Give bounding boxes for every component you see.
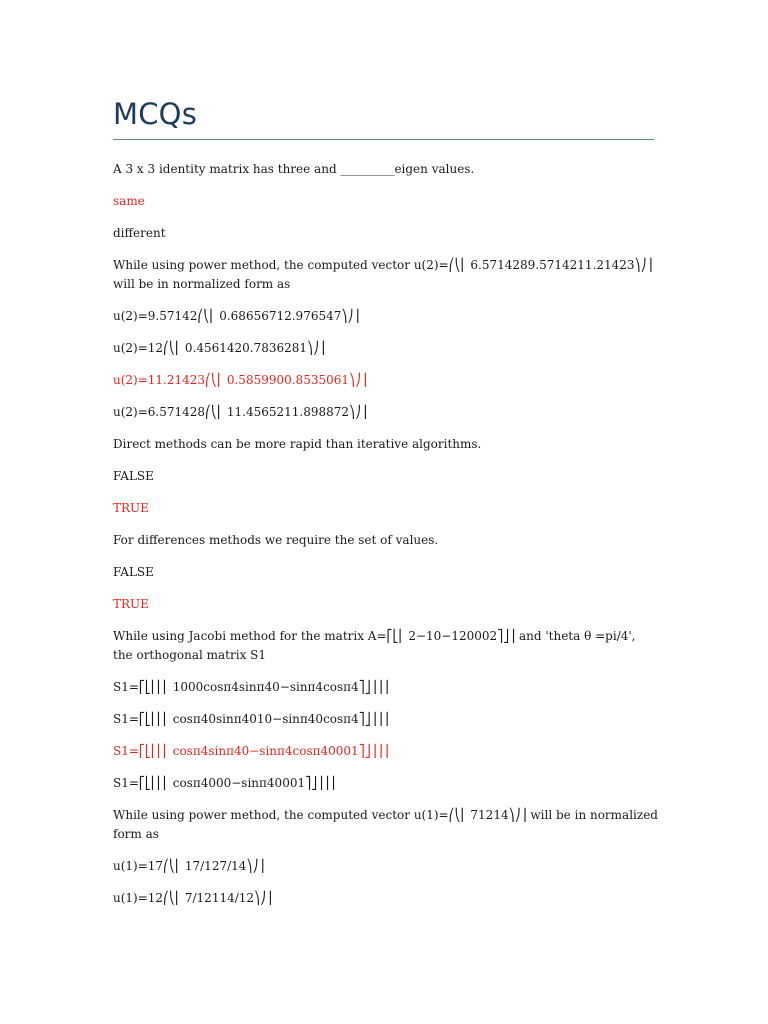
answer-option: S1=⎡⎣⎢⎢⎢ cosπ4000−sinπ40001⎤⎦⎥⎥⎥ [113, 776, 336, 790]
title-underline [113, 139, 654, 140]
question-4: For differences methods we require the set of values. [113, 533, 439, 547]
question-6: While using power method, the computed vector u(1)=⎛⎝⎜ 71214⎞⎠⎟ will be in normalized form as [113, 808, 658, 841]
answer-option: u(1)=17⎛⎝⎜ 17/127/14⎞⎠⎟ [113, 859, 265, 873]
answer-correct: TRUE [113, 597, 149, 611]
question-5: While using Jacobi method for the matrix A=⎡⎣⎢ 2−10−120002⎤⎦⎥ and 'theta θ =pi/4', the orthogonal matrix S1 [113, 629, 636, 662]
answer-correct: u(2)=11.21423⎛⎝⎜ 0.5859900.8535061⎞⎠⎟ [113, 373, 368, 387]
answer-option: FALSE [113, 565, 154, 579]
question-1: A 3 x 3 identity matrix has three and _________eigen values. [113, 162, 475, 176]
page-title: MCQs [113, 97, 198, 131]
mcq-list [113, 160, 658, 921]
answer-option: u(2)=6.571428⎛⎝⎜ 11.4565211.898872⎞⎠⎟ [113, 405, 368, 419]
answer-option: u(2)=9.57142⎛⎝⎜ 0.68656712.976547⎞⎠⎟ [113, 309, 360, 323]
answer-option: FALSE [113, 469, 154, 483]
answer-correct: S1=⎡⎣⎢⎢⎢ cosπ4sinπ40−sinπ4cosπ40001⎤⎦⎥⎥⎥ [113, 744, 389, 758]
question-3: Direct methods can be more rapid than iterative algorithms. [113, 437, 482, 451]
answer-option: u(2)=12⎛⎝⎜ 0.4561420.7836281⎞⎠⎟ [113, 341, 326, 355]
answer-option: S1=⎡⎣⎢⎢⎢ 1000cosπ4sinπ40−sinπ4cosπ4⎤⎦⎥⎥⎥ [113, 680, 389, 694]
answer-correct: same [113, 194, 145, 208]
answer-option: different [113, 226, 166, 240]
question-2: While using power method, the computed vector u(2)=⎛⎝⎜ 6.5714289.5714211.21423⎞⎠⎟ will be in normalized form as [113, 258, 653, 291]
answer-option: S1=⎡⎣⎢⎢⎢ cosπ40sinπ4010−sinπ40cosπ4⎤⎦⎥⎥⎥ [113, 712, 389, 726]
answer-correct: TRUE [113, 501, 149, 515]
answer-option: u(1)=12⎛⎝⎜ 7/12114/12⎞⎠⎟ [113, 891, 273, 905]
